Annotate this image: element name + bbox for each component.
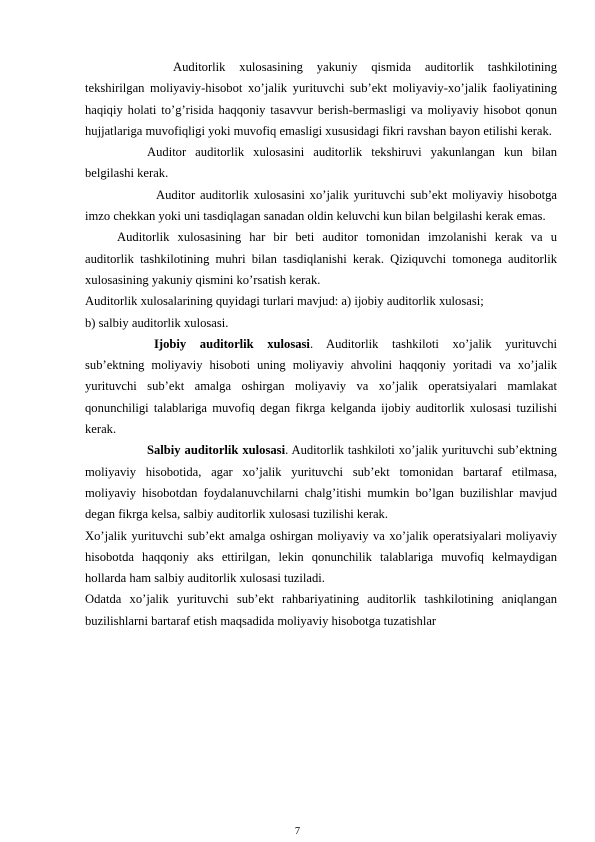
paragraph-negative-opinion: [85, 440, 557, 525]
paragraph-date-completion: Auditor auditorlik xulosasini auditorlik tekshiruvi yakunlangan kun bilan belgilashi kerak.: [85, 145, 557, 181]
paragraph-negative-cases: Xo’jalik yurituvchi sub’ekt amalga oshirgan moliyaviy va xo’jalik operatsiyalari moliyaviy hisobotda haqqoniy aks ettirilgan, lekin qonunchilik talablariga muvofiq kelmaydigan hollarda ham salbiy auditorlik xulosasi tuziladi.: [85, 528, 557, 586]
paragraph-positive-opinion: [85, 334, 557, 440]
paragraph-signature-seal: Auditorlik xulosasining har bir beti auditor tomonidan imzolanishi kerak va u auditorlik tashkilotining muhri bilan tasdiqlanishi kerak. Qiziquvchi tomonega auditorlik xulosasining yakuniy qismini ko’rsatish kerak.: [85, 230, 557, 287]
page-number: 7: [294, 826, 301, 837]
paragraph-final-part: Auditorlik xulosasining yakuniy qismida auditorlik tashkilotining tekshirilgan moliyaviy-hisobot xo’jalik yurituvchi sub’ekt moliyaviy-xo’jalik faoliyatining haqiqiy holati to’g’risida haqqoniy tasavvur berish-bermasligi va moliyaviy hisobot qonun hujjatlariga muvofiqligi yoki muvofiq emasligi xususidagi fikri ravshan bayon etilishi kerak.: [85, 60, 557, 138]
paragraph-types-intro: Auditorlik xulosalarining quyidagi turlari mavjud: a) ijobiy auditorlik xulosasi;: [85, 294, 484, 309]
paragraph-corrections: Odatda xo’jalik yurituvchi sub’ekt rahbariyatining auditorlik tashkilotining aniqlangan buzilishlarni bartaraf etish maqsadida moliyaviy hisobotga tuzatishlar: [85, 592, 557, 628]
paragraph-types-b: b) salbiy auditorlik xulosasi.: [85, 315, 229, 330]
term-negative-opinion: Salbiy auditorlik xulosasi: [147, 443, 286, 458]
document-body: [85, 57, 557, 632]
term-positive-opinion: Ijobiy auditorlik xulosasi: [154, 336, 310, 351]
positive-opinion-text: . Auditorlik tashkiloti xo’jalik yurituvchi sub’ektning moliyaviy hisoboti uning moliyaviy ahvolini haqqoniy yoritadi va xo’jalik yurituvchi sub’ekt amalga oshirgan moliyaviy va xo’jalik operatsiyalari mamlakat qonunchiligi talablariga muvofiq degan fikrga kelganda ijobiy auditorlik xulosasi tuzilishi kerak.: [85, 336, 557, 437]
negative-opinion-text: . Auditorlik tashkiloti xo’jalik yurituvchi sub’ektning moliyaviy hisobotida, agar xo’jalik yurituvchi sub’ekt tomonidan bartaraf etilmasa, moliyaviy hisobotdan foydalanuvchilarni chalg’itishi mumkin bo’lgan buzilishlar mavjud degan fikrga kelsa, salbiy auditorlik xulosasi tuzilishi kerak.: [85, 443, 557, 522]
paragraph-date-signing: Auditor auditorlik xulosasini xo’jalik yurituvchi sub’ekt moliyaviy hisobotga imzo chekkan yoki uni tasdiqlagan sanadan oldin keluvchi kun bilan belgilashi kerak emas.: [85, 187, 557, 224]
